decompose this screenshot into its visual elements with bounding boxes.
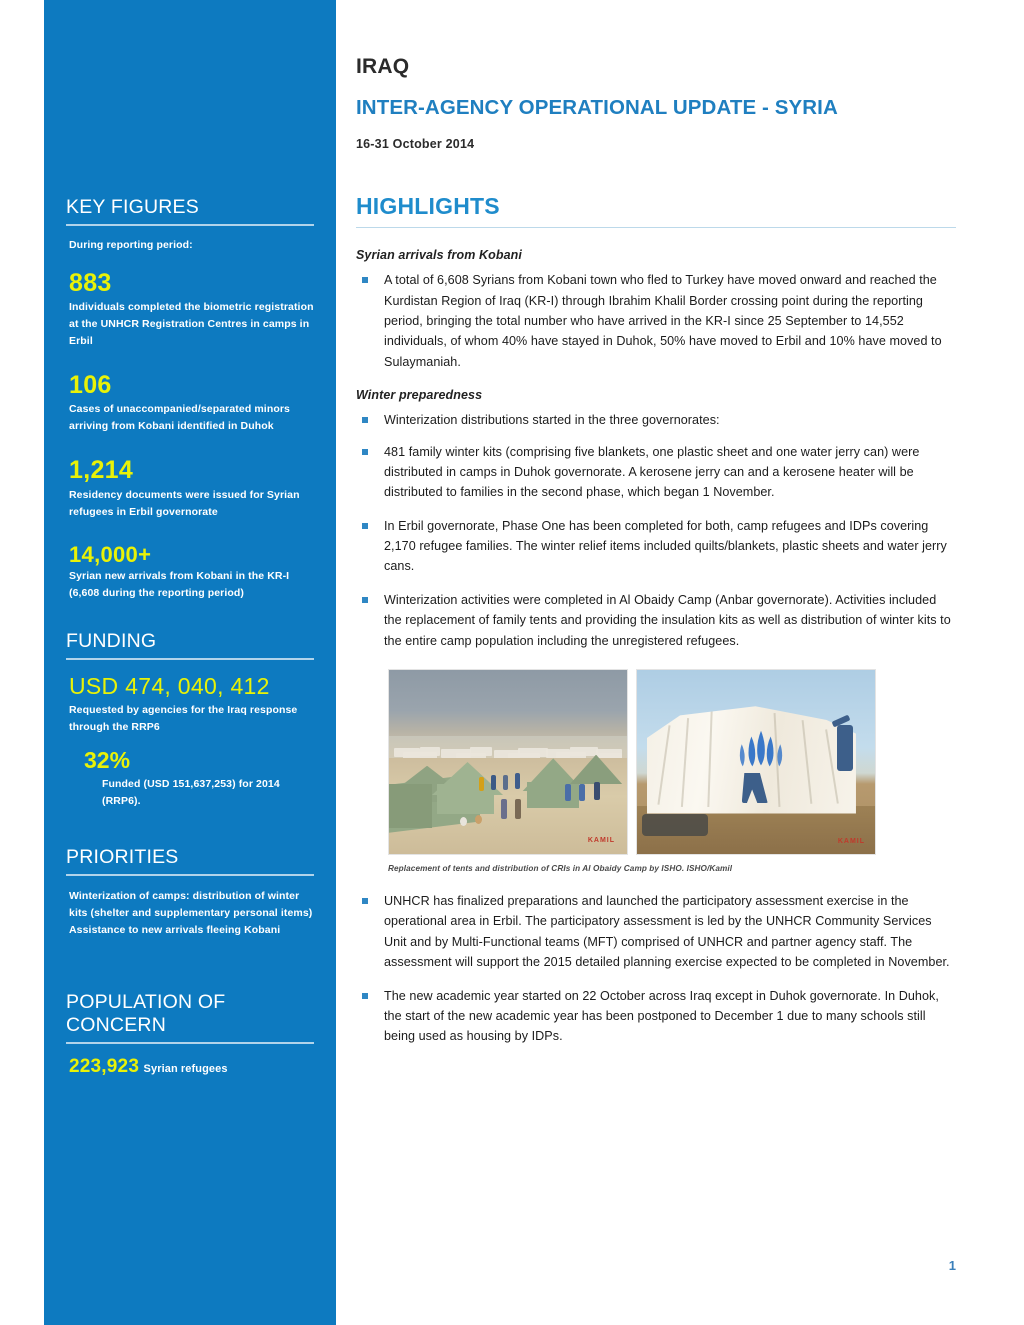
- key-figure-description: Cases of unaccompanied/separated minors arriving from Kobani identified in Duhok: [69, 403, 290, 433]
- bullet-item: UNHCR has finalized preparations and launched the participatory assessment exercise in the operational area in Erbil. The participatory assessment is led by the UNHCR Community Services Unit and by Multi-Functional teams (MFT) comprised of UNHCR and partner agency staff. The assessment will support the 2015 detailed planning exercise expected to be completed in November.: [356, 891, 956, 973]
- priority-item: Assistance to new arrivals fleeing Kobani: [69, 923, 281, 936]
- key-figure-item: [69, 455, 314, 520]
- priorities-divider: [66, 874, 314, 876]
- bullet-list-winter-preparedness: [356, 410, 956, 651]
- subsection-title-winter-preparedness: Winter preparedness: [356, 388, 483, 403]
- funding-divider: [66, 658, 314, 660]
- funding-percent-description: Funded (USD 151,637,253) for 2014 (RRP6).: [102, 777, 280, 807]
- key-figure-item: [69, 541, 314, 603]
- key-figure-value: 14,000+: [69, 541, 152, 567]
- bullet-item: The new academic year started on 22 October across Iraq except in Duhok governorate. In Duhok, the start of the new academic year has been postponed to December 1 due to many schools still being used as housing by IDPs.: [356, 986, 956, 1047]
- sidebar: [44, 0, 336, 1325]
- funding-requested: [69, 672, 314, 736]
- funding-requested-value: USD 474, 040, 412: [69, 673, 270, 699]
- page-number: 1: [948, 1258, 956, 1273]
- bullet-item: In Erbil governorate, Phase One has been completed for both, camp refugees and IDPs covering 2,170 refugee families. The winter relief items included quilts/blankets, plastic sheets and water jerry cans.: [356, 516, 956, 577]
- priorities-heading: PRIORITIES: [66, 845, 179, 868]
- key-figure-item: [69, 370, 314, 435]
- funding-heading: FUNDING: [66, 630, 157, 652]
- funding-requested-description: Requested by agencies for the Iraq response through the RRP6: [69, 703, 298, 733]
- funding-funded: [84, 746, 314, 810]
- bullet-item: Winterization activities were completed in Al Obaidy Camp (Anbar governorate). Activities included the replacement of family tents and providing the insulation kits as well as distribution of winter kits to the entire camp population including the unregistered refugees.: [356, 590, 956, 651]
- unhcr-tent-photo: [636, 669, 876, 855]
- key-figures-heading: KEY FIGURES: [66, 196, 199, 218]
- photo-watermark: KAMIL: [837, 838, 865, 846]
- photo-watermark: KAMIL: [587, 837, 615, 845]
- photo-caption: Replacement of tents and distribution of CRIs in Al Obaidy Camp by ISHO. ISHO/Kamil: [388, 864, 733, 874]
- bullet-list-closing: [356, 891, 956, 1047]
- population-of-concern-label: Syrian refugees: [143, 1062, 228, 1075]
- bullet-item: A total of 6,608 Syrians from Kobani town who fled to Turkey have moved onward and reached the Kurdistan Region of Iraq (KR-I) through Ibrahim Khalil Border crossing point during the reporting period, bringing the total number who have arrived in the KR-I since 25 September to 14,552 individuals, of whom 40% have stayed in Duhok, 50% have moved to Erbil and 10% have moved to Sulaymaniah.: [356, 270, 956, 372]
- worker-figure: [837, 725, 853, 771]
- subsection-title-syrian-arrivals: Syrian arrivals from Kobani: [356, 248, 522, 263]
- key-figure-value: 1,214: [69, 456, 134, 485]
- population-of-concern-value: 223,923: [69, 1055, 140, 1077]
- population-of-concern-row: [69, 1056, 314, 1078]
- bullet-item: Winterization distributions started in the three governorates:: [356, 410, 956, 430]
- highlights-heading: HIGHLIGHTS: [356, 192, 500, 219]
- key-figures-divider: [66, 224, 314, 226]
- main-content: [356, 0, 956, 1325]
- key-figure-description: Individuals completed the biometric registration at the UNHCR Registration Centres in camps in Erbil: [69, 301, 314, 347]
- bullet-item: 481 family winter kits (comprising five blankets, one plastic sheet and one water jerry can) were distributed in camps in Duhok governorate. A kerosene jerry can and a kerosene heater will be distributed to families in the second phase, which began 1 November.: [356, 442, 956, 503]
- document-date-range: 16-31 October 2014: [356, 136, 475, 151]
- refugee-camp-photo: [388, 669, 628, 855]
- priority-item: Winterization of camps: distribution of winter kits (shelter and supplementary personal items): [69, 889, 313, 919]
- population-of-concern-heading: POPULATION OF CONCERN: [66, 990, 226, 1036]
- key-figure-value: 883: [69, 268, 112, 297]
- key-figure-item: [69, 268, 314, 350]
- document-country: IRAQ: [356, 55, 410, 78]
- bullet-list-syrian-arrivals: [356, 270, 956, 372]
- reporting-period-note: During reporting period:: [69, 239, 193, 251]
- key-figure-description: Residency documents were issued for Syrian refugees in Erbil governorate: [69, 488, 300, 518]
- population-of-concern-divider: [66, 1042, 314, 1044]
- funding-percent-value: 32%: [84, 746, 131, 773]
- key-figure-description: Syrian new arrivals from Kobani in the KR-I (6,608 during the reporting period): [69, 570, 290, 599]
- highlights-divider: [356, 227, 956, 229]
- unhcr-logo-icon: [732, 725, 790, 775]
- photo-row: [388, 669, 877, 855]
- key-figure-value: 106: [69, 371, 112, 399]
- document-title: INTER-AGENCY OPERATIONAL UPDATE - SYRIA: [356, 96, 838, 120]
